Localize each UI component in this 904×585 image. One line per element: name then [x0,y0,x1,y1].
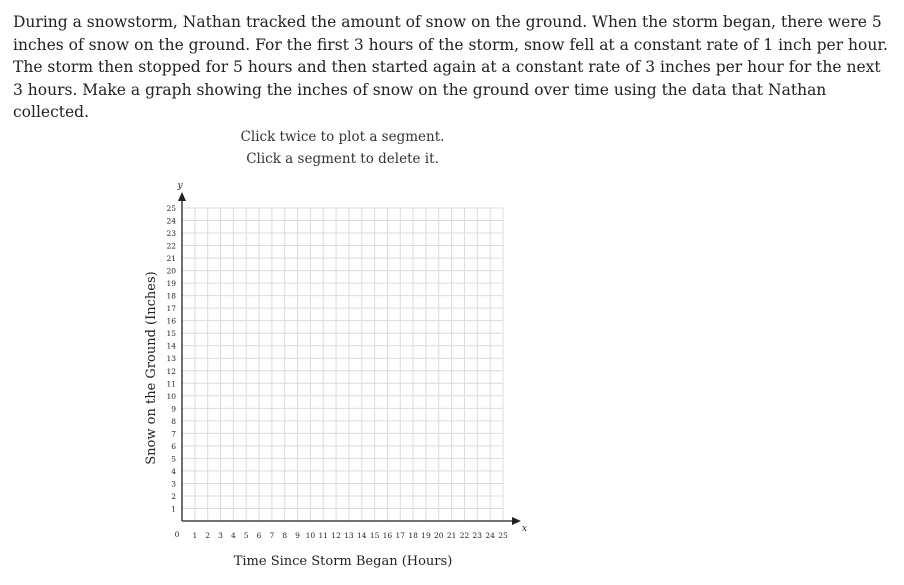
x-tick-label: 3 [218,531,223,540]
x-axis-arrow-icon [512,517,521,525]
x-tick-label: 19 [421,531,431,540]
x-tick-label: 8 [282,531,288,540]
x-tick-label: 9 [295,531,300,540]
y-axis-arrow-icon [178,192,186,201]
x-tick-label: 25 [498,531,508,540]
x-tick-label: 10 [305,531,316,540]
x-tick-label: 2 [205,531,211,540]
plot-area[interactable] [182,208,503,521]
instruction-plot-segment: Click twice to plot a segment. [240,129,445,145]
x-tick-label: 12 [331,531,341,540]
x-tick-label: 15 [369,531,380,540]
y-tick-label: 18 [166,291,176,301]
x-axis-label: Time Since Storm Began (Hours) [233,554,453,569]
y-tick-label: 2 [171,491,176,501]
x-tick-label: 16 [382,531,393,540]
y-tick-label: 11 [166,379,176,389]
y-tick-label: 1 [171,504,176,514]
y-tick-label: 5 [171,454,176,464]
x-tick-label: 7 [269,531,275,540]
y-tick-label: 7 [171,429,176,439]
x-tick-label: 11 [318,531,329,540]
y-tick-labels [166,204,176,513]
y-tick-label: 15 [166,329,176,339]
y-tick-label: 22 [166,241,176,251]
x-tick-label: 1 [192,531,198,540]
y-tick-label: 4 [171,466,176,476]
x-tick-labels [192,531,508,540]
y-tick-label: 8 [171,416,176,426]
y-tick-label: 16 [166,316,176,326]
x-tick-label: 17 [395,531,406,540]
origin-label: 0 [174,530,180,539]
problem-text: During a snowstorm, Nathan tracked the amount of snow on the ground. When the storm began, there were 5 inches of snow on the ground. For the first 3 hours of the storm, snow fell at a constant rate of 1 inch per hour. The storm then stopped for 5 hours and then started again at a constant rate of 3 inches per hour for the next 3 hours. Make a graph showing the inches of snow on the ground over time using the data that Nathan collected. [13,13,888,121]
instruction-delete-segment: Click a segment to delete it. [246,151,439,167]
y-tick-label: 20 [166,266,176,276]
y-tick-label: 21 [166,254,176,264]
x-tick-label: 4 [230,531,236,540]
y-tick-label: 19 [166,279,176,289]
x-tick-label: 18 [408,531,418,540]
x-tick-label: 20 [434,531,444,540]
y-tick-label: 25 [166,204,176,213]
y-variable-label: y [177,181,183,191]
y-tick-label: 3 [171,479,176,489]
x-tick-label: 21 [446,531,457,540]
x-tick-label: 23 [472,531,483,540]
x-tick-label: 14 [356,531,367,540]
x-tick-label: 13 [344,531,354,540]
y-axis-label: Snow on the Ground (Inches) [144,271,159,465]
x-variable-label: x [522,524,528,534]
y-tick-label: 6 [171,441,176,451]
y-tick-label: 17 [166,304,176,314]
x-tick-label: 24 [485,531,495,540]
x-tick-label: 6 [256,531,262,540]
y-tick-label: 23 [166,229,176,239]
x-tick-label: 22 [459,531,470,540]
y-tick-label: 12 [166,366,176,376]
y-tick-label: 10 [166,391,176,401]
y-tick-label: 24 [166,216,176,226]
y-tick-label: 9 [171,404,176,414]
x-tick-label: 5 [243,531,249,540]
y-tick-label: 14 [166,341,176,351]
y-tick-label: 13 [166,354,176,364]
